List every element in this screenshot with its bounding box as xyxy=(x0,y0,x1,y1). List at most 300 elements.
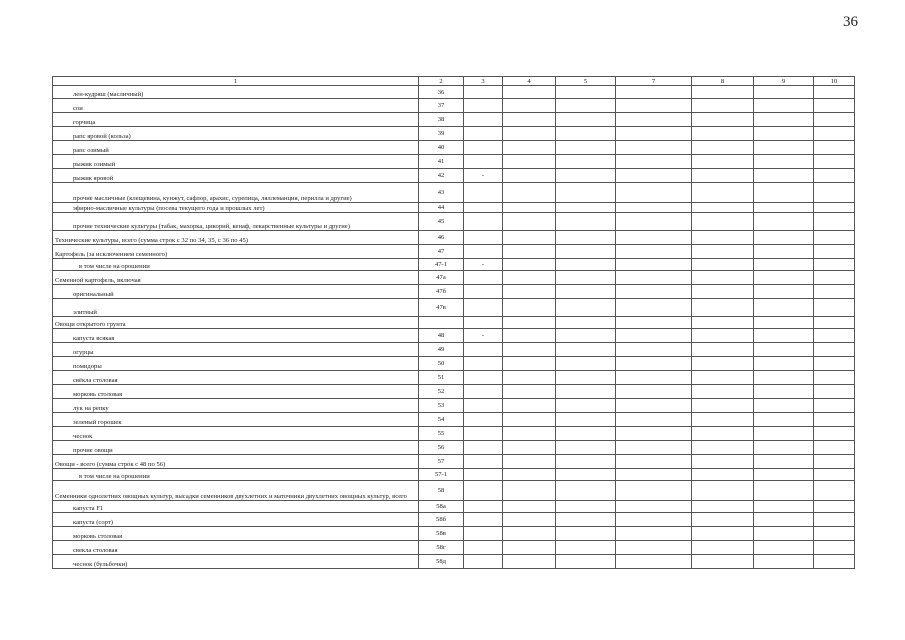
empty-cell xyxy=(616,155,692,169)
empty-cell xyxy=(754,259,814,271)
empty-cell xyxy=(616,271,692,285)
row-code: 57-1 xyxy=(419,469,464,481)
row-code: 58д xyxy=(419,555,464,569)
row-code: 54 xyxy=(419,413,464,427)
row-name: морковь столовая xyxy=(53,527,419,541)
row-name: в том числе на орошении xyxy=(53,259,419,271)
table-row xyxy=(53,86,855,99)
row-name: элитный xyxy=(53,299,419,317)
cell-col3 xyxy=(464,299,503,317)
empty-cell xyxy=(814,317,855,329)
row-name: Технические культуры, всего (сумма строк с 32 по 34, 35, с 36 по 45) xyxy=(53,231,419,245)
row-name: рапс озимый xyxy=(53,141,419,155)
empty-cell xyxy=(503,343,556,357)
empty-cell xyxy=(692,469,754,481)
empty-cell xyxy=(692,329,754,343)
empty-cell xyxy=(814,555,855,569)
row-name: оригинальный xyxy=(53,285,419,299)
empty-cell xyxy=(692,231,754,245)
empty-cell xyxy=(556,245,616,259)
empty-cell xyxy=(754,155,814,169)
empty-cell xyxy=(692,141,754,155)
row-name: прочие технические культуры (табак, махорка, цикорий, кенаф, лекарственные культуры и другие) xyxy=(53,213,419,231)
empty-cell xyxy=(556,385,616,399)
empty-cell xyxy=(692,169,754,183)
row-code: 39 xyxy=(419,127,464,141)
cell-col3 xyxy=(464,371,503,385)
row-code: 36 xyxy=(419,86,464,99)
empty-cell xyxy=(754,86,814,99)
row-code xyxy=(419,317,464,329)
empty-cell xyxy=(556,231,616,245)
empty-cell xyxy=(814,113,855,127)
empty-cell xyxy=(503,127,556,141)
row-code: 46 xyxy=(419,231,464,245)
cell-col3 xyxy=(464,343,503,357)
table-row xyxy=(53,213,855,231)
row-code: 50 xyxy=(419,357,464,371)
table-row xyxy=(53,127,855,141)
empty-cell xyxy=(814,413,855,427)
empty-cell xyxy=(754,285,814,299)
empty-cell xyxy=(814,271,855,285)
empty-cell xyxy=(692,371,754,385)
empty-cell xyxy=(754,541,814,555)
empty-cell xyxy=(692,385,754,399)
empty-cell xyxy=(556,203,616,213)
empty-cell xyxy=(692,413,754,427)
cell-col3 xyxy=(464,155,503,169)
column-header: 5 xyxy=(556,77,616,86)
empty-cell xyxy=(503,555,556,569)
empty-cell xyxy=(503,113,556,127)
row-code: 37 xyxy=(419,99,464,113)
column-header: 10 xyxy=(814,77,855,86)
row-code: 58а xyxy=(419,501,464,513)
empty-cell xyxy=(616,169,692,183)
row-code: 43 xyxy=(419,183,464,203)
empty-cell xyxy=(616,245,692,259)
empty-cell xyxy=(814,213,855,231)
empty-cell xyxy=(692,113,754,127)
empty-cell xyxy=(503,427,556,441)
empty-cell xyxy=(754,527,814,541)
empty-cell xyxy=(692,259,754,271)
cell-col3 xyxy=(464,213,503,231)
empty-cell xyxy=(814,99,855,113)
empty-cell xyxy=(754,413,814,427)
cell-col3 xyxy=(464,357,503,371)
empty-cell xyxy=(754,357,814,371)
empty-cell xyxy=(503,99,556,113)
table-row xyxy=(53,399,855,413)
table-row xyxy=(53,231,855,245)
table-row xyxy=(53,469,855,481)
cell-col3 xyxy=(464,113,503,127)
empty-cell xyxy=(754,271,814,285)
cell-col3 xyxy=(464,441,503,455)
row-code: 44 xyxy=(419,203,464,213)
empty-cell xyxy=(503,86,556,99)
empty-cell xyxy=(503,203,556,213)
empty-cell xyxy=(503,469,556,481)
empty-cell xyxy=(754,183,814,203)
empty-cell xyxy=(754,385,814,399)
empty-cell xyxy=(692,527,754,541)
empty-cell xyxy=(616,513,692,527)
empty-cell xyxy=(754,399,814,413)
row-name: свекла столовая xyxy=(53,541,419,555)
empty-cell xyxy=(814,527,855,541)
empty-cell xyxy=(616,141,692,155)
empty-cell xyxy=(616,317,692,329)
empty-cell xyxy=(754,469,814,481)
row-name: капуста всякая xyxy=(53,329,419,343)
table-row xyxy=(53,501,855,513)
page-number: 36 xyxy=(843,14,858,30)
cell-col3 xyxy=(464,99,503,113)
row-name: горчица xyxy=(53,113,419,127)
empty-cell xyxy=(814,343,855,357)
row-code: 47б xyxy=(419,285,464,299)
row-code: 53 xyxy=(419,399,464,413)
table-row xyxy=(53,245,855,259)
row-code: 58г xyxy=(419,541,464,555)
empty-cell xyxy=(556,317,616,329)
row-code: 58в xyxy=(419,527,464,541)
empty-cell xyxy=(616,329,692,343)
empty-cell xyxy=(692,481,754,501)
empty-cell xyxy=(692,343,754,357)
cell-col3 xyxy=(464,141,503,155)
row-name: Картофель (за исключением семенного) xyxy=(53,245,419,259)
empty-cell xyxy=(814,169,855,183)
empty-cell xyxy=(814,285,855,299)
empty-cell xyxy=(503,231,556,245)
table-row xyxy=(53,99,855,113)
empty-cell xyxy=(556,99,616,113)
empty-cell xyxy=(754,455,814,469)
row-name: в том числе на орошении xyxy=(53,469,419,481)
empty-cell xyxy=(556,271,616,285)
empty-cell xyxy=(814,245,855,259)
empty-cell xyxy=(616,555,692,569)
empty-cell xyxy=(692,555,754,569)
empty-cell xyxy=(692,285,754,299)
row-code: 56 xyxy=(419,441,464,455)
cell-col3 xyxy=(464,527,503,541)
empty-cell xyxy=(814,329,855,343)
empty-cell xyxy=(692,127,754,141)
empty-cell xyxy=(754,231,814,245)
column-header: 7 xyxy=(616,77,692,86)
cell-col3 xyxy=(464,285,503,299)
column-header: 8 xyxy=(692,77,754,86)
row-code: 45 xyxy=(419,213,464,231)
empty-cell xyxy=(754,555,814,569)
table-row xyxy=(53,285,855,299)
table-row xyxy=(53,141,855,155)
table-row xyxy=(53,441,855,455)
table-row xyxy=(53,343,855,357)
cell-col3 xyxy=(464,127,503,141)
empty-cell xyxy=(814,231,855,245)
empty-cell xyxy=(556,329,616,343)
empty-cell xyxy=(692,357,754,371)
empty-cell xyxy=(556,555,616,569)
empty-cell xyxy=(556,541,616,555)
empty-cell xyxy=(556,285,616,299)
empty-cell xyxy=(556,299,616,317)
empty-cell xyxy=(754,213,814,231)
empty-cell xyxy=(616,86,692,99)
cell-col3 xyxy=(464,203,503,213)
empty-cell xyxy=(503,329,556,343)
empty-cell xyxy=(814,155,855,169)
empty-cell xyxy=(616,231,692,245)
cell-col3 xyxy=(464,513,503,527)
empty-cell xyxy=(556,427,616,441)
empty-cell xyxy=(692,317,754,329)
table-row xyxy=(53,155,855,169)
empty-cell xyxy=(503,155,556,169)
empty-cell xyxy=(754,203,814,213)
empty-cell xyxy=(503,413,556,427)
row-name: зеленый горошек xyxy=(53,413,419,427)
row-name: эфирно-масличные культуры (посева текущего года и прошлых лет) xyxy=(53,203,419,213)
empty-cell xyxy=(503,527,556,541)
empty-cell xyxy=(556,371,616,385)
empty-cell xyxy=(692,441,754,455)
row-code: 55 xyxy=(419,427,464,441)
empty-cell xyxy=(616,527,692,541)
empty-cell xyxy=(616,427,692,441)
empty-cell xyxy=(503,169,556,183)
cell-col3 xyxy=(464,271,503,285)
cell-col3 xyxy=(464,541,503,555)
cell-col3 xyxy=(464,469,503,481)
empty-cell xyxy=(616,441,692,455)
row-code: 58б xyxy=(419,513,464,527)
cell-col3 xyxy=(464,231,503,245)
empty-cell xyxy=(616,541,692,555)
row-code: 41 xyxy=(419,155,464,169)
empty-cell xyxy=(814,541,855,555)
table-row xyxy=(53,527,855,541)
empty-cell xyxy=(616,127,692,141)
empty-cell xyxy=(692,245,754,259)
empty-cell xyxy=(503,357,556,371)
row-name: рапс яровой (кольза) xyxy=(53,127,419,141)
row-code: 58 xyxy=(419,481,464,501)
table-row xyxy=(53,541,855,555)
row-name: сои xyxy=(53,99,419,113)
row-code: 40 xyxy=(419,141,464,155)
empty-cell xyxy=(556,455,616,469)
empty-cell xyxy=(556,441,616,455)
empty-cell xyxy=(556,469,616,481)
cell-col3 xyxy=(464,399,503,413)
table-row xyxy=(53,371,855,385)
table-row xyxy=(53,183,855,203)
empty-cell xyxy=(754,113,814,127)
empty-cell xyxy=(503,513,556,527)
table-row xyxy=(53,357,855,371)
empty-cell xyxy=(754,343,814,357)
empty-cell xyxy=(814,203,855,213)
empty-cell xyxy=(754,99,814,113)
empty-cell xyxy=(616,183,692,203)
row-name: чеснок (бульбочки) xyxy=(53,555,419,569)
empty-cell xyxy=(556,343,616,357)
row-code: 48 xyxy=(419,329,464,343)
cell-col3 xyxy=(464,455,503,469)
row-name: помидоры xyxy=(53,357,419,371)
empty-cell xyxy=(556,259,616,271)
empty-cell xyxy=(503,501,556,513)
empty-cell xyxy=(556,183,616,203)
empty-cell xyxy=(692,513,754,527)
empty-cell xyxy=(503,141,556,155)
cell-col3 xyxy=(464,413,503,427)
row-code: 47-1 xyxy=(419,259,464,271)
row-code: 47 xyxy=(419,245,464,259)
table-row xyxy=(53,271,855,285)
empty-cell xyxy=(556,169,616,183)
row-name: рыжик озимый xyxy=(53,155,419,169)
row-code: 51 xyxy=(419,371,464,385)
table-row xyxy=(53,299,855,317)
empty-cell xyxy=(556,86,616,99)
row-code: 49 xyxy=(419,343,464,357)
empty-cell xyxy=(503,481,556,501)
cell-col3 xyxy=(464,245,503,259)
empty-cell xyxy=(814,455,855,469)
empty-cell xyxy=(556,501,616,513)
empty-cell xyxy=(616,481,692,501)
empty-cell xyxy=(503,385,556,399)
row-code: 47а xyxy=(419,271,464,285)
row-name: Семенники однолетних овощных культур, высадки семенников двухлетних и маточники двухлетних овощных культур, всего xyxy=(53,481,419,501)
empty-cell xyxy=(616,385,692,399)
table-row xyxy=(53,259,855,271)
empty-cell xyxy=(814,501,855,513)
column-header: 3 xyxy=(464,77,503,86)
cell-col3: - xyxy=(464,329,503,343)
empty-cell xyxy=(754,141,814,155)
column-header: 9 xyxy=(754,77,814,86)
empty-cell xyxy=(692,271,754,285)
empty-cell xyxy=(503,317,556,329)
empty-cell xyxy=(814,469,855,481)
cell-col3 xyxy=(464,501,503,513)
table-row xyxy=(53,385,855,399)
empty-cell xyxy=(556,357,616,371)
cell-col3 xyxy=(464,317,503,329)
empty-cell xyxy=(616,299,692,317)
row-code: 52 xyxy=(419,385,464,399)
empty-cell xyxy=(616,455,692,469)
empty-cell xyxy=(503,455,556,469)
cell-col3 xyxy=(464,555,503,569)
column-header: 4 xyxy=(503,77,556,86)
empty-cell xyxy=(692,203,754,213)
empty-cell xyxy=(616,399,692,413)
row-code: 47в xyxy=(419,299,464,317)
empty-cell xyxy=(503,213,556,231)
cell-col3 xyxy=(464,385,503,399)
table-row xyxy=(53,203,855,213)
table-row xyxy=(53,169,855,183)
empty-cell xyxy=(754,481,814,501)
empty-cell xyxy=(754,299,814,317)
empty-cell xyxy=(616,469,692,481)
header-row xyxy=(53,77,855,86)
empty-cell xyxy=(616,203,692,213)
empty-cell xyxy=(692,86,754,99)
empty-cell xyxy=(616,285,692,299)
empty-cell xyxy=(503,371,556,385)
empty-cell xyxy=(754,127,814,141)
row-name: Семенной картофель, включая xyxy=(53,271,419,285)
empty-cell xyxy=(814,357,855,371)
empty-cell xyxy=(692,183,754,203)
empty-cell xyxy=(556,141,616,155)
empty-cell xyxy=(503,285,556,299)
empty-cell xyxy=(814,371,855,385)
empty-cell xyxy=(814,481,855,501)
empty-cell xyxy=(616,259,692,271)
cell-col3 xyxy=(464,427,503,441)
empty-cell xyxy=(556,155,616,169)
empty-cell xyxy=(692,99,754,113)
empty-cell xyxy=(754,317,814,329)
empty-cell xyxy=(814,385,855,399)
empty-cell xyxy=(616,501,692,513)
table-row xyxy=(53,329,855,343)
empty-cell xyxy=(814,183,855,203)
empty-cell xyxy=(692,501,754,513)
empty-cell xyxy=(556,513,616,527)
empty-cell xyxy=(503,441,556,455)
empty-cell xyxy=(692,399,754,413)
empty-cell xyxy=(754,329,814,343)
empty-cell xyxy=(814,127,855,141)
table-body xyxy=(53,86,855,569)
crop-table xyxy=(52,76,855,569)
empty-cell xyxy=(754,441,814,455)
column-header: 2 xyxy=(419,77,464,86)
row-code: 42 xyxy=(419,169,464,183)
empty-cell xyxy=(616,113,692,127)
table-row xyxy=(53,481,855,501)
cell-col3: - xyxy=(464,169,503,183)
cell-col3: - xyxy=(464,259,503,271)
row-name: чеснок xyxy=(53,427,419,441)
cell-col3 xyxy=(464,86,503,99)
empty-cell xyxy=(556,113,616,127)
empty-cell xyxy=(616,413,692,427)
empty-cell xyxy=(814,259,855,271)
empty-cell xyxy=(556,413,616,427)
empty-cell xyxy=(503,299,556,317)
cell-col3 xyxy=(464,183,503,203)
empty-cell xyxy=(692,455,754,469)
empty-cell xyxy=(503,183,556,203)
empty-cell xyxy=(556,481,616,501)
table-row xyxy=(53,427,855,441)
row-name: рыжик яровой xyxy=(53,169,419,183)
